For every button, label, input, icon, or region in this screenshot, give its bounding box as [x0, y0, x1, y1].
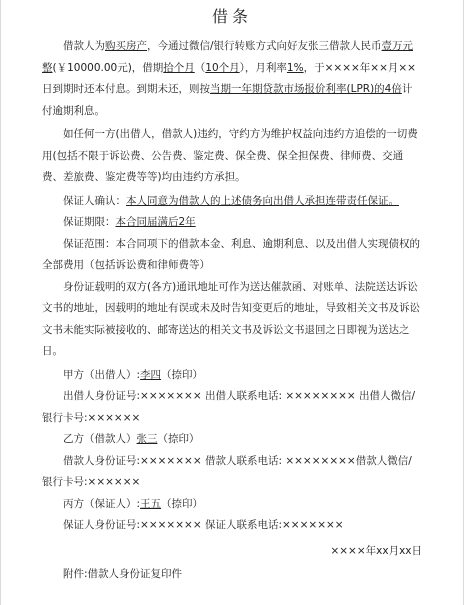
guarantor-statement: 本人同意为借款人的上述债务向出借人承担连带责任保证。 [126, 194, 399, 207]
guarantee-scope-paragraph: 保证范围：本合同项下的借款本金、利息、逾期利息、以及出借人实现债权的全部费用（包括诉讼费和律师费等） [42, 237, 420, 271]
party-a-seal: （捺印） [161, 368, 204, 381]
guarantor-confirmation [42, 191, 422, 213]
p1-e: (￥10000.00元)，借期 [52, 61, 164, 74]
p1-c: ，今通过微信/银行转账方式向好友张三借款人民币 [147, 40, 382, 52]
guarantee-period-value: 本合同届满后2年 [115, 216, 196, 228]
default-clause-paragraph: 如任何一方(出借人，借款人)违约，守约方为维护权益向违约方追偿的一切费用(包括不限于诉讼费、公告费、鉴定费、保全费、保全担保费、律师费、交通费、差旅费、鉴定费等等)均由违约方承担。 [42, 128, 418, 183]
p1-m: 计付逾期利息。 [42, 83, 413, 117]
attachment-note: 附件:借款人身份证复印件 [63, 568, 183, 580]
page-edge-left [0, 0, 1, 605]
document-title: 借条 [211, 7, 252, 26]
borrower-info: 借款人身份证号:××××××× 借款人联系电话: ××××××××借款人微信/银行卡号:×××××× [42, 454, 412, 488]
loan-term-words: 拾个月 [163, 61, 195, 74]
p1-g: （ [194, 61, 206, 74]
signing-date: ××××年xx月xx日 [330, 544, 422, 557]
lender-info: 出借人身份证号:××××××× 出借人联系电话: ×××××××× 出借人微信/银行卡号:×××××× [42, 390, 416, 424]
p1-k: ，于××××年××月××日到期时还本付息。到期未还，则按 [42, 61, 416, 95]
service-address-paragraph: 身份证载明的双方(各方)通讯地址可作为送达催款函、对账单、法院送达诉讼文书的地址，因载明的地址有误或未及时告知变更后的地址，导致相关文书及诉讼文书未能实际被接收的、邮寄送达的相关文书及诉讼文书退回之日即视为送达之日。 [42, 280, 420, 357]
party-a-line [42, 365, 422, 387]
party-a-name: 李四 [140, 368, 162, 381]
monthly-interest-rate: 1% [286, 61, 304, 74]
p1-i: ），月利率 [239, 61, 287, 74]
party-b-label: 乙方（借款人） [63, 433, 137, 445]
party-c-label: 丙方（保证人）: [63, 497, 141, 510]
guarantee-period [42, 212, 422, 234]
loan-amount-words: 壹万元整 [42, 40, 414, 74]
loan-purpose: 购买房产 [105, 40, 147, 52]
guarantor-info: 保证人身份证号:××××××× 保证人联系电话:××××××× [63, 519, 344, 531]
party-c-seal: （捺印） [161, 497, 204, 510]
party-a-label: 甲方（出借人）: [63, 368, 141, 381]
party-c-name: 王五 [140, 497, 162, 510]
party-b-name: 张三 [136, 433, 158, 445]
loan-terms-paragraph [42, 36, 422, 122]
p4-a: 保证期限： [63, 216, 116, 228]
party-b-line [42, 429, 422, 451]
party-b-seal: （捺印） [157, 433, 200, 445]
overdue-interest-rate: 当期一年期贷款市场报价利率(LPR)的4倍 [210, 83, 402, 95]
document-body [42, 6, 422, 586]
p1-a: 借款人为 [63, 40, 105, 52]
loan-term-number: 10个月 [205, 61, 240, 74]
p3-a: 保证人确认： [63, 194, 126, 207]
party-c-line [42, 494, 422, 516]
